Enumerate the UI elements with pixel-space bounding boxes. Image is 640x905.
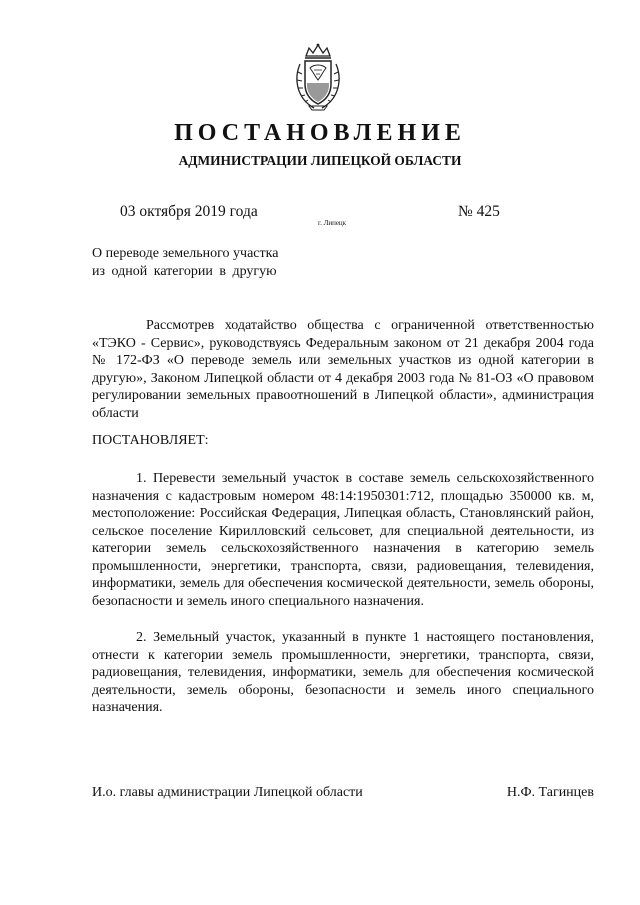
document-subtitle: АДМИНИСТРАЦИИ ЛИПЕЦКОЙ ОБЛАСТИ [178,153,462,168]
subject-line-2: из одной категории в другую [92,263,277,279]
decree-item-1: 1. Перевести земельный участок в составе земель сельскохозяйственного назначения с кадастровым номером 48:14:1950301:712, площадью 350000 кв. м, местоположение: Российская Федерация, Липецкая область, Становлянский район, сельское поселение Кирилловский сельсовет, для специальной деятельности, из категории земель сельскохозяйственного назначения в категорию земель промышленности, энергетики, транспорта, связи, радиовещания, телевидения, информатики, земель для обеспечения космической деятельности, земель обороны, безопасности и земель иного специального назначения. [92,471,594,609]
document-city: г. Липецк [318,219,347,227]
document-number: № 425 [458,203,500,220]
signatory-title: И.о. главы администрации Липецкой области [92,785,363,800]
document-date: 03 октября 2019 года [120,203,258,220]
decree-heading: ПОСТАНОВЛЯЕТ: [92,433,209,448]
subject-line-1: О переводе земельного участка [92,246,279,261]
decree-item-2: 2. Земельный участок, указанный в пункте 1 настоящего постановления, отнести к категории земель промышленности, энергетики, транспорта, связи, радиовещания, телевидения, информатики, земель для обеспечения космической деятельности, земель обороны, безопасности и земель иного специального назначения. [92,630,594,715]
coat-of-arms-icon [290,42,346,112]
signatory-name: Н.Ф. Тагинцев [506,785,594,800]
document-subject [92,245,278,280]
document-title: ПОСТАНОВЛЕНИЕ [174,120,466,146]
intro-paragraph: Рассмотрев ходатайство общества с ограниченной ответственностью «ТЭКО - Сервис», руководствуясь Федеральным законом от 21 декабря 2004 года № 172-ФЗ «О переводе земель или земельных участков из одной категории в другую», Законом Липецкой области от 4 декабря 2003 года № 81-ОЗ «О правовом регулировании земельных правоотношений в Липецкой области», администрация области [92,318,594,421]
